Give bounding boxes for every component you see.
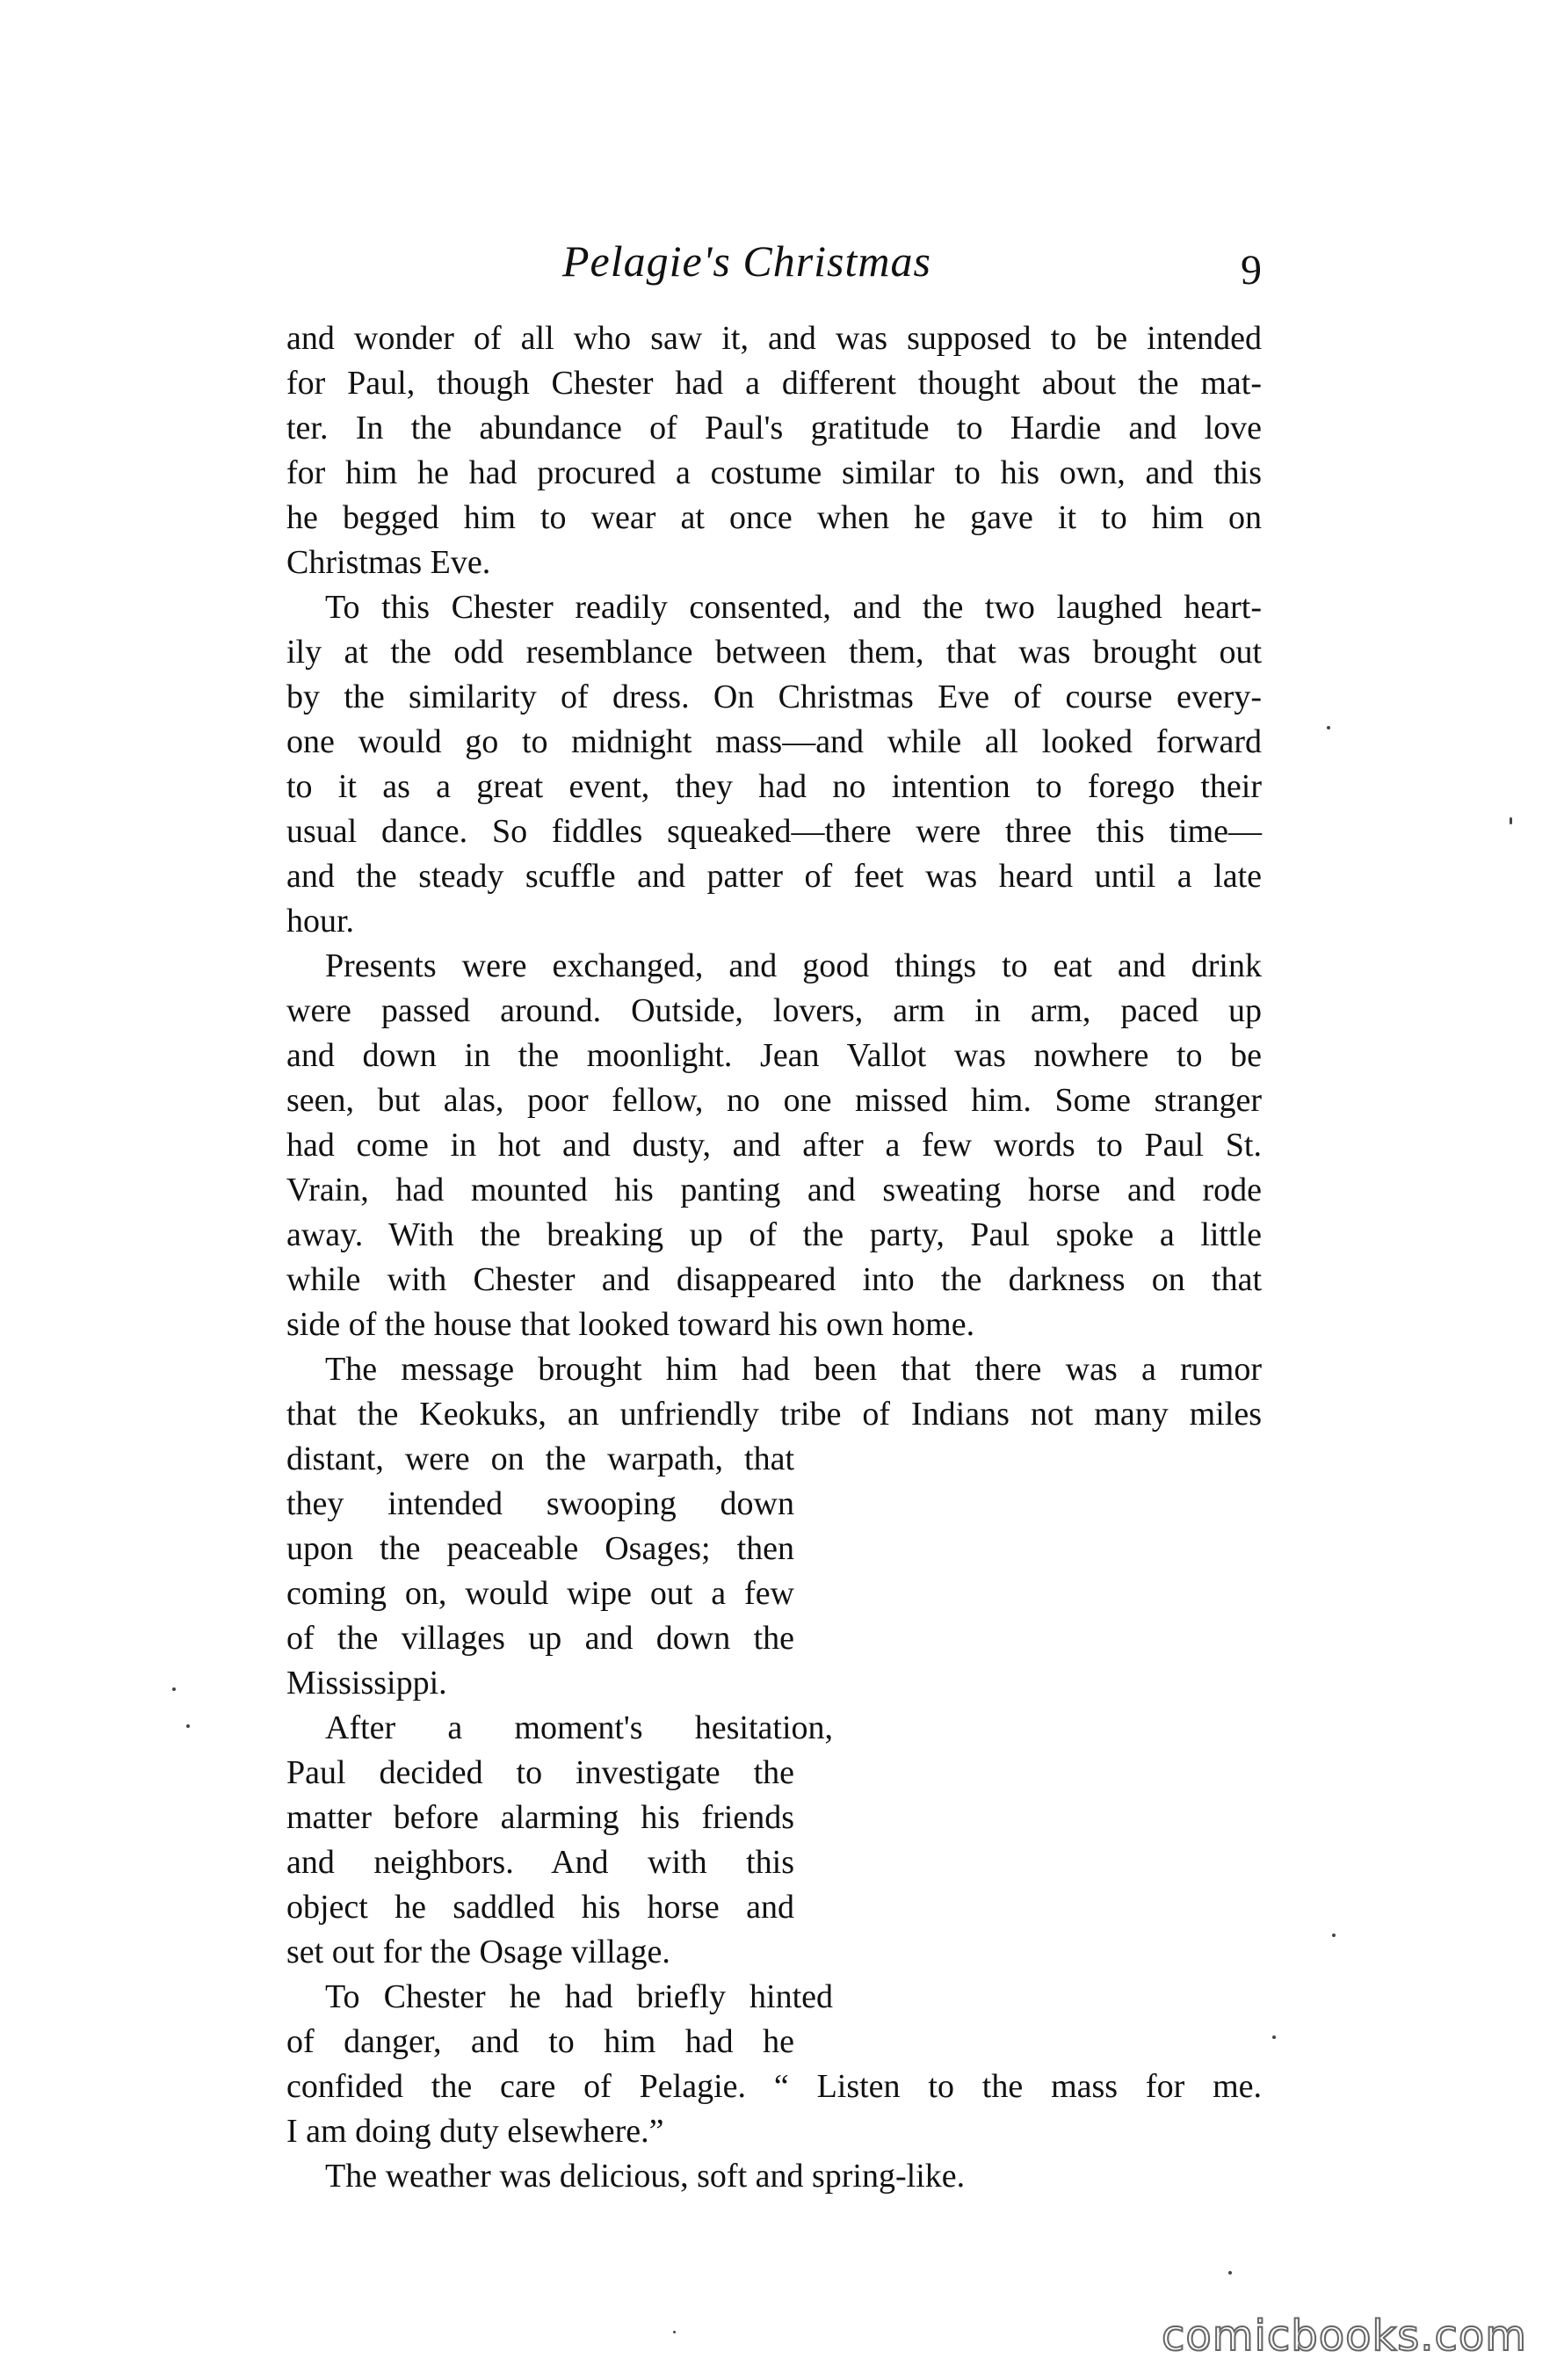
scan-speck [1332,1934,1336,1937]
text-line: The weather was delicious, soft and spring-like. [325,2158,966,2195]
text-line: distant, were on the warpath, that [286,1440,794,1477]
text-line: set out for the Osage village. [286,1934,670,1970]
text-line: Christmas Eve. [286,544,491,581]
text-line: by the similarity of dress. On Christmas Eve of course every- [286,678,1262,715]
text-line: matter before alarming his friends [286,1799,794,1836]
running-head [0,236,1564,297]
scan-speck [1272,2035,1276,2039]
text-line: To Chester he had briefly hinted [325,1978,833,2015]
text-line: Paul decided to investigate the [286,1754,794,1791]
page-number: 9 [1241,247,1262,294]
text-line: upon the peaceable Osages; then [286,1530,794,1567]
text-line: Presents were exchanged, and good things to eat and drink [325,947,1262,984]
scan-speck [1228,2271,1232,2275]
text-line: object he saddled his horse and [286,1889,794,1926]
body-text [286,316,1262,2199]
scan-speck [1510,817,1512,824]
text-line: of the villages up and down the [286,1620,794,1657]
text-line: one would go to midnight mass—and while all looked forward [286,723,1262,760]
text-line: while with Chester and disappeared into the darkness on that [286,1261,1262,1298]
scan-speck [186,1724,190,1728]
text-line: confided the care of Pelagie. “ Listen to the mass for me. [286,2068,1262,2105]
text-line: ter. In the abundance of Paul's gratitude to Hardie and love [286,410,1262,446]
text-line: for Paul, though Chester had a different thought about the mat- [286,365,1262,402]
scan-speck [673,2331,676,2333]
text-line: Mississippi. [286,1665,447,1702]
text-line: The message brought him had been that there was a rumor [325,1351,1262,1388]
text-line: they intended swooping down [286,1485,794,1522]
text-line: side of the house that looked toward his own home. [286,1306,975,1343]
text-line: had come in hot and dusty, and after a few words to Paul St. [286,1127,1262,1164]
text-line: To this Chester readily consented, and the two laughed heart- [325,589,1262,626]
text-line: and down in the moonlight. Jean Vallot was nowhere to be [286,1037,1262,1074]
text-line: to it as a great event, they had no intention to forego their [286,768,1262,805]
text-line: After a moment's hesitation, [325,1709,833,1746]
text-line: hour. [286,903,355,940]
running-title: Pelagie's Christmas [562,236,931,286]
text-line: ily at the odd resemblance between them, that was brought out [286,634,1262,671]
text-line: that the Keokuks, an unfriendly tribe of Indians not many miles [286,1396,1262,1433]
text-line: and the steady scuffle and patter of feet was heard until a late [286,858,1262,895]
text-line: of danger, and to him had he [286,2023,794,2060]
text-line: I am doing duty elsewhere.” [286,2113,664,2150]
text-line: coming on, would wipe out a few [286,1575,794,1612]
text-line: usual dance. So fiddles squeaked—there were three this time— [286,813,1262,850]
text-line: seen, but alas, poor fellow, no one missed him. Some stranger [286,1082,1262,1119]
text-line: were passed around. Outside, lovers, arm in arm, paced up [286,992,1262,1029]
scan-speck [1327,726,1330,729]
text-line: and wonder of all who saw it, and was supposed to be intended [286,320,1262,357]
text-line: he begged him to wear at once when he gave it to him on [286,499,1262,536]
watermark-logo: comicbooks.com [1162,2311,1528,2361]
text-line: and neighbors. And with this [286,1844,794,1881]
text-line: away. With the breaking up of the party, Paul spoke a little [286,1216,1262,1253]
text-line: for him he had procured a costume similar to his own, and this [286,454,1262,491]
text-line: Vrain, had mounted his panting and sweating horse and rode [286,1172,1262,1208]
scan-speck [172,1687,176,1691]
